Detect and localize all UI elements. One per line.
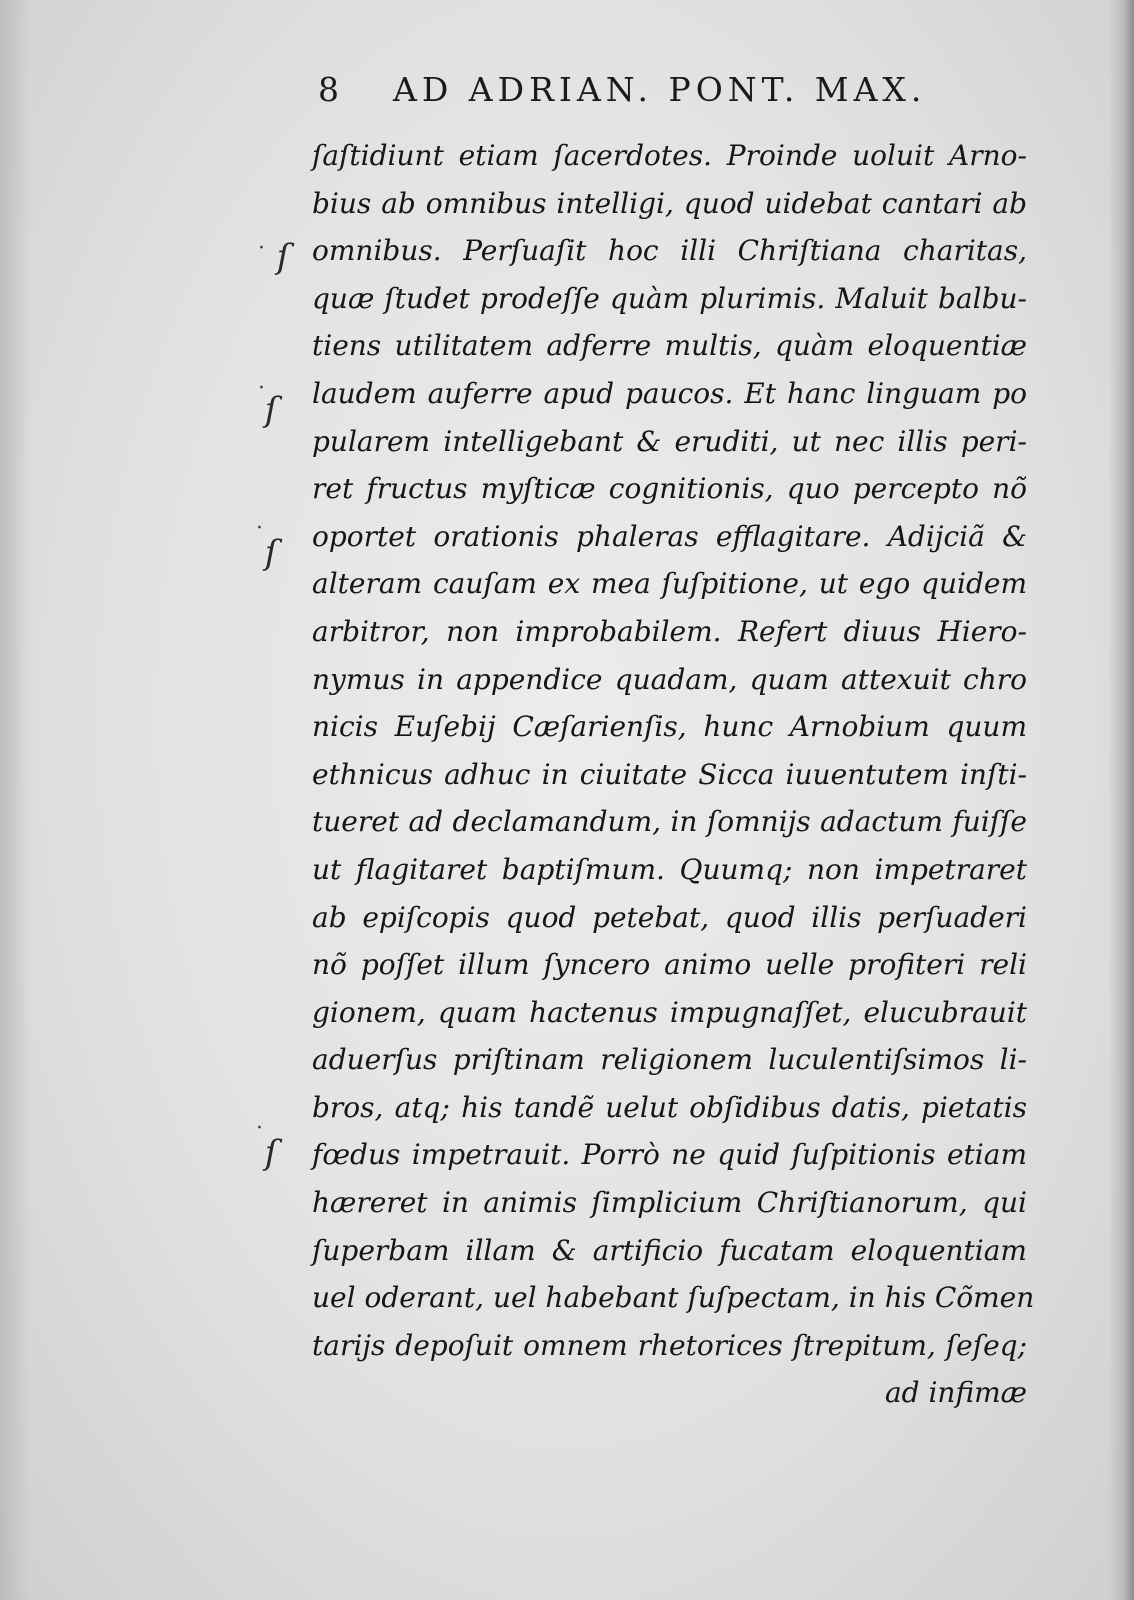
text-line: tarijs depoſuit omnem rhetorices ſtrepitum, ſeſeq;	[312, 1328, 1027, 1362]
text-line: ab epiſcopis quod petebat, quod illis perſuaderi	[312, 900, 1027, 934]
page-number: 8	[318, 70, 342, 109]
text-line: ut flagitaret baptiſmum. Quumq; non impetraret	[312, 852, 1027, 886]
margin-mark: ſ	[264, 533, 278, 573]
text-line: alteram cauſam ex mea ſuſpitione, ut ego quidem	[312, 567, 1027, 601]
text-line: bius ab omnibus intelligi, quod uidebat cantari ab	[312, 186, 1027, 220]
text-line: nõ poſſet illum ſyncero animo uelle profiteri reli	[312, 948, 1027, 982]
catchword: ad infimæ	[884, 1376, 1027, 1410]
margin-mark: ſ	[264, 1133, 278, 1173]
margin-mark: ſ	[276, 237, 290, 277]
text-line: uel oderant, uel habebant ſuſpectam, in his Cõmen	[312, 1281, 1035, 1315]
text-line: oportet orationis phaleras efflagitare. Adijciã &	[312, 519, 1027, 553]
margin-dot: ·	[258, 236, 265, 261]
text-line: nymus in appendice quadam, quam attexuit chro	[312, 662, 1027, 696]
page-header	[318, 70, 1018, 116]
text-line: tiens utilitatem adferre multis, quàm eloquentiæ	[312, 329, 1027, 363]
text-line: ſuperbam illam & artificio fucatam eloquentiam	[312, 1233, 1027, 1267]
text-line: pularem intelligebant & eruditi, ut nec illis peri-	[312, 424, 1027, 458]
margin-dot: ·	[256, 1116, 263, 1141]
text-line: bros, atq; his tandẽ uelut obſidibus datis, pietatis	[312, 1090, 1027, 1124]
text-line: nicis Euſebij Cæſarienſis, hunc Arnobium quum	[312, 710, 1027, 744]
text-line: ethnicus adhuc in ciuitate Sicca iuuentutem inſti-	[312, 757, 1027, 791]
text-line: omnibus. Perſuaſit hoc illi Chriſtiana charitas,	[312, 234, 1027, 268]
text-line: laudem auferre apud paucos. Et hanc linguam po	[312, 376, 1027, 410]
text-line: aduerſus priſtinam religionem luculentiſsimos li-	[312, 1043, 1027, 1077]
text-line: gionem, quam hactenus impugnaſſet, elucubrauit	[312, 995, 1027, 1029]
margin-mark: ſ	[264, 390, 278, 430]
text-line: arbitror, non improbabilem. Refert diuus Hiero-	[312, 614, 1027, 648]
page-right-edge-shadow	[1108, 0, 1134, 1600]
text-line: fœdus impetrauit. Porrò ne quid ſuſpitionis etiam	[312, 1138, 1027, 1172]
text-line: quæ ſtudet prodeſſe quàm plurimis. Maluit balbu-	[312, 281, 1027, 315]
margin-dot: ·	[258, 376, 265, 401]
margin-dot: ·	[256, 516, 263, 541]
text-line: ſaſtidiunt etiam ſacerdotes. Proinde uoluit Arno-	[312, 139, 1027, 172]
text-line: hæreret in animis ſimplicium Chriſtianorum, qui	[312, 1186, 1027, 1220]
text-line: tueret ad declamandum, in ſomnijs adactum fuiſſe	[312, 805, 1027, 839]
body-text	[312, 132, 1035, 1417]
running-head: AD ADRIAN. PONT. MAX.	[393, 70, 927, 109]
page-left-edge-shadow	[0, 0, 30, 1600]
text-line: ret fructus myſticæ cognitionis, quo percepto nõ	[312, 472, 1027, 506]
